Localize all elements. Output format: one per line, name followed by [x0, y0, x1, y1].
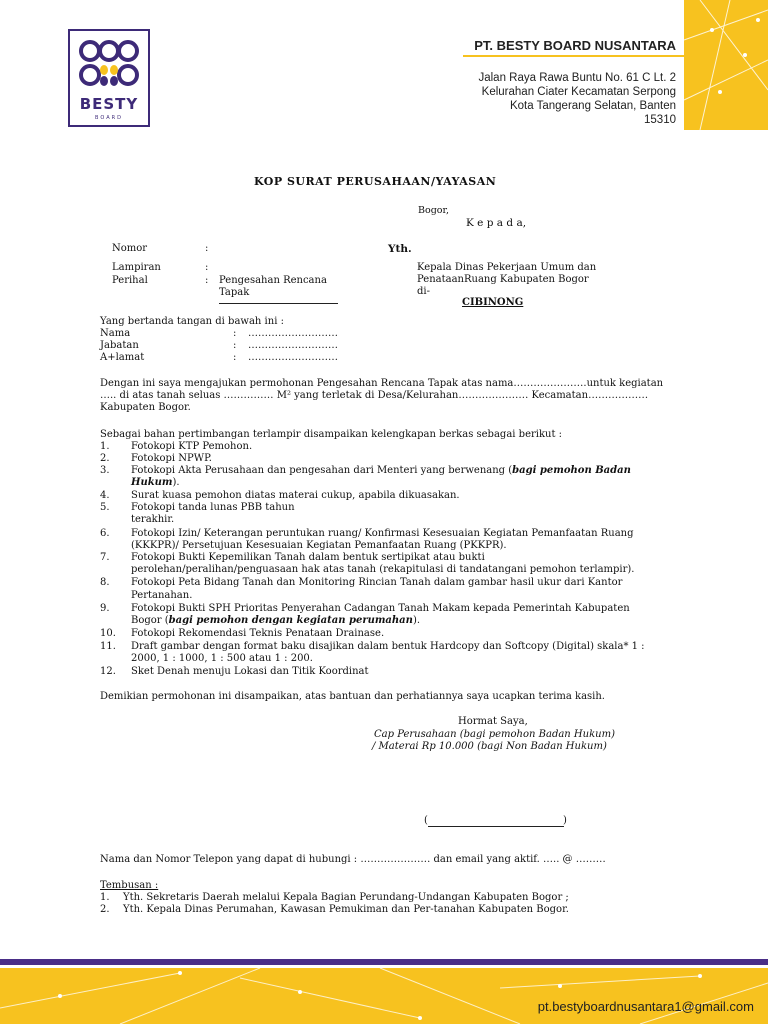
company-address [478, 71, 676, 127]
list-item-emphasis: bagi pemohon dengan kegiatan perumahan [168, 615, 413, 626]
company-name: PT. BESTY BOARD NUSANTARA [474, 38, 676, 53]
address-line: 15310 [644, 114, 676, 126]
colon: : [205, 275, 209, 286]
list-item-text [131, 477, 751, 489]
recipient-line: di- [417, 286, 430, 297]
list-item-text: Yth. Sekretaris Daerah melalui Kepala Bagian Perundang-Undangan Kabupaten Bogor ; [123, 892, 569, 903]
signature-open: ( [424, 815, 428, 826]
list-item-text: Fotokopi Rekomendasi Teknis Penataan Drainase. [131, 628, 385, 639]
list-item-text: Fotokopi NPWP. [131, 453, 212, 464]
regards: Hormat Saya, [458, 716, 528, 727]
signer-intro: Yang bertanda tangan di bawah ini : [100, 316, 284, 327]
place-date: Bogor, [418, 205, 450, 216]
perihal-value: Tapak [219, 287, 250, 298]
recipient-line: PenataanRuang Kabupaten Bogor [417, 274, 589, 285]
list-item-text-part: Fotokopi Akta Perusahaan dan pengesahan dari Menteri yang berwenang ( [131, 465, 513, 476]
list-item-text: perolehan/peralihan/penguasaan hak atas tanah (rekapitulasi di tandatangani pemohon terlampir). [131, 564, 635, 575]
colon: : [233, 352, 237, 363]
perihal-value: Pengesahan Rencana [219, 275, 327, 286]
nama-label: Nama [100, 328, 131, 339]
closing-sentence: Demikian permohonan ini disampaikan, atas bantuan dan perhatiannya saya ucapkan terima kasih. [100, 691, 605, 702]
signature-close: ) [563, 815, 567, 826]
list-item-text-part: ). [412, 615, 421, 626]
list-item-text-part: Bogor ( [131, 615, 169, 626]
address-line: Kota Tangerang Selatan, Banten [509, 100, 676, 112]
body-paragraph-line: Kabupaten Bogor. [100, 402, 191, 413]
list-item-text: Fotokopi Bukti Kepemilikan Tanah dalam bentuk sertipikat atau bukti [131, 552, 485, 563]
list-item-number: 4. [100, 490, 110, 501]
colon: : [233, 340, 237, 351]
contact-info: Nama dan Nomor Telepon yang dapat di hubungi : ………………… dan email yang aktif. ….. @ ……… [100, 854, 606, 865]
list-item-number: 5. [100, 502, 110, 513]
list-item-number: 11. [100, 641, 116, 652]
colon: : [233, 328, 237, 339]
list-item-text-part: ). [172, 477, 180, 488]
address-line: Jalan Raya Rawa Buntu No. 61 C Lt. 2 [478, 72, 676, 84]
letter-title: KOP SURAT PERUSAHAAN/YAYASAN [254, 175, 497, 188]
colon: : [205, 243, 209, 254]
body-paragraph-line: ….. di atas tanah seluas …………… M² yang terletak di Desa/Kelurahan………………… Kecamatan……………… [100, 390, 649, 401]
perihal-underline [219, 303, 338, 304]
list-item-emphasis: bagi pemohon Badan [512, 465, 631, 476]
stamp-note: / Materai Rp 10.000 (bagi Non Badan Hukum) [372, 741, 607, 752]
list-item-text: Fotokopi KTP Pemohon. [131, 441, 253, 452]
list-item-number: 12. [100, 666, 116, 677]
list-item-text [131, 465, 751, 477]
jabatan-label: Jabatan [100, 340, 139, 351]
list-item-text: Fotokopi Bukti SPH Prioritas Penyerahan Cadangan Tanah Makam kepada Pemerintah Kabupaten [131, 603, 630, 614]
list-item-text [131, 615, 751, 627]
footer-email[interactable]: pt.bestyboardnusantara1@gmail.com [537, 999, 754, 1014]
list-item-emphasis: Hukum [131, 477, 173, 488]
list-item-text: Pertanahan. [131, 590, 193, 601]
list-item-text: Fotokopi tanda lunas PBB tahun [131, 502, 295, 513]
perihal-label: Perihal [112, 275, 148, 286]
stamp-note: Cap Perusahaan (bagi pemohon Badan Hukum) [374, 729, 615, 740]
logo-mark-icon [70, 33, 148, 95]
address-line: Kelurahan Ciater Kecamatan Serpong [481, 86, 676, 98]
nama-field: ……………………… [248, 328, 338, 339]
list-item-text: terakhir. [131, 514, 175, 525]
list-item-text: Fotokopi Izin/ Keterangan peruntukan ruang/ Konfirmasi Kesesuaian Kegiatan Pemanfaatan Ruang [131, 528, 634, 539]
list-item-number: 2. [100, 453, 110, 464]
list-item-number: 2. [100, 904, 110, 915]
list-item-text: 2000, 1 : 1000, 1 : 500 atau 1 : 200. [131, 653, 313, 664]
list-item-number: 9. [100, 603, 110, 614]
recipient-line: Kepala Dinas Pekerjaan Umum dan [417, 262, 597, 273]
list-item-text: Yth. Kepala Dinas Perumahan, Kawasan Pemukiman dan Per-tanahan Kabupaten Bogor. [123, 904, 569, 915]
list-item-text: Surat kuasa pemohon diatas materai cukup, apabila dikuasakan. [131, 490, 460, 501]
list-item-text: Fotokopi Peta Bidang Tanah dan Monitoring Rincian Tanah dalam gambar hasil ukur dari Kantor [131, 577, 623, 588]
alamat-field: ……………………… [248, 352, 338, 363]
colon: : [205, 262, 209, 273]
tembusan-label: Tembusan : [100, 880, 159, 891]
list-item-number: 10. [100, 628, 116, 639]
list-item-text: Sket Denah menuju Lokasi dan Titik Koordinat [131, 666, 369, 677]
logo-text: BESTY [79, 95, 139, 113]
list-intro: Sebagai bahan pertimbangan terlampir disampaikan kelengkapan berkas sebagai berikut : [100, 429, 563, 440]
footer-band [0, 968, 768, 1024]
signature-line [428, 826, 564, 827]
footer-divider [0, 959, 768, 965]
company-logo [68, 29, 150, 127]
list-item-text: Draft gambar dengan format baku disajikan dalam bentuk Hardcopy dan Softcopy (Digital) skala* 1 : [131, 641, 645, 652]
jabatan-field: ……………………… [248, 340, 338, 351]
body-paragraph-line: Dengan ini saya mengajukan permohonan Pengesahan Rencana Tapak atas nama………………….untuk kegiatan [100, 378, 664, 389]
kepada-label: K e p a d a, [466, 217, 527, 229]
list-item-number: 1. [100, 441, 110, 452]
yth-label: Yth. [388, 243, 412, 255]
nomor-label: Nomor [112, 243, 148, 254]
list-item-number: 1. [100, 892, 110, 903]
lampiran-label: Lampiran [112, 262, 161, 273]
footer-pattern [0, 968, 768, 1024]
recipient-city: CIBINONG [462, 297, 524, 308]
list-item-number: 6. [100, 528, 110, 539]
list-item-number: 7. [100, 552, 110, 563]
alamat-label: A+lamat [100, 352, 145, 363]
list-item-text: (KKKPR)/ Persetujuan Kesesuaian Kegiatan Pemanfaatan Ruang (PKKPR). [131, 540, 507, 551]
list-item-number: 8. [100, 577, 110, 588]
list-item-number: 3. [100, 465, 110, 476]
logo-subtext: BOARD [95, 115, 123, 121]
